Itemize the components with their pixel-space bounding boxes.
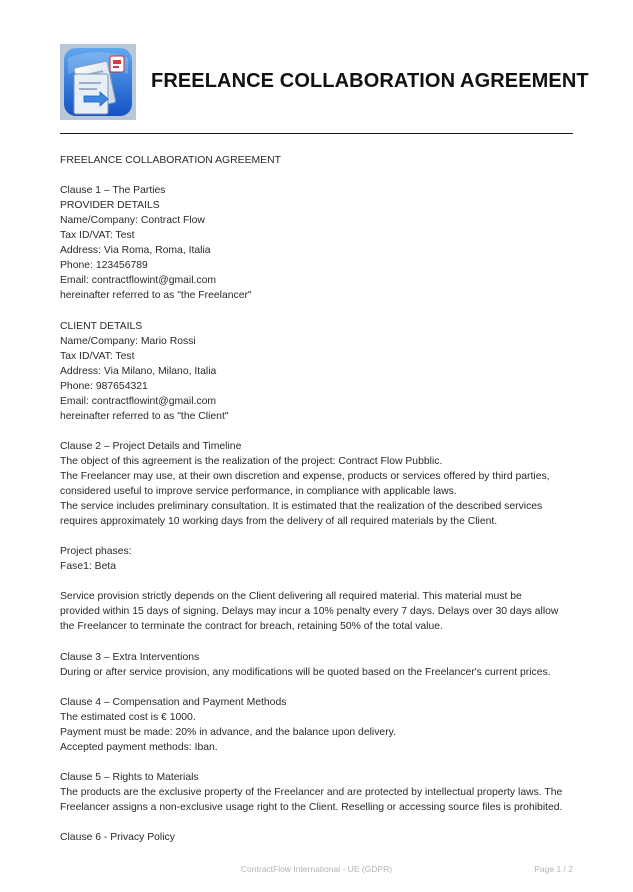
clause-3-title: Clause 3 – Extra Interventions <box>60 651 200 663</box>
clause-2-line: considered useful to improve service performance, in compliance with applicable laws. <box>60 486 457 498</box>
document-title: FREELANCE COLLABORATION AGREEMENT <box>151 70 589 92</box>
clause-4-title: Clause 4 – Compensation and Payment Methods <box>60 696 287 708</box>
clause-1-title: Clause 1 – The Parties <box>60 185 166 197</box>
client-heading: CLIENT DETAILS <box>60 320 143 332</box>
clause-4-line: The estimated cost is € 1000. <box>60 711 196 723</box>
clause-2-line: requires approximately 10 working days from the delivery of all required materials by the Client. <box>60 516 498 528</box>
client-phone: Phone: 987654321 <box>60 380 148 392</box>
clause-5 <box>60 770 576 815</box>
materials-line: the Freelancer to terminate the contract for breach, retaining 50% of the total value. <box>60 621 443 633</box>
project-phases-heading: Project phases: <box>60 546 132 558</box>
materials-line: Service provision strictly depends on the Client delivering all required material. This material must be <box>60 591 522 603</box>
clause-4-line: Payment must be made: 20% in advance, and the balance upon delivery. <box>60 726 396 738</box>
client-reference: hereinafter referred to as "the Client" <box>60 410 229 422</box>
provider-address: Address: Via Roma, Roma, Italia <box>60 245 211 257</box>
clause-3-line: During or after service provision, any modifications will be quoted based on the Freelancer's current prices. <box>60 666 551 678</box>
clause-3 <box>60 650 576 680</box>
clause-2-line: The Freelancer may use, at their own discretion and expense, products or services offered by third parties, <box>60 470 550 482</box>
agreement-heading: FREELANCE COLLABORATION AGREEMENT <box>60 155 281 166</box>
clause-5-line: Freelancer assigns a non-exclusive usage right to the Client. Reselling or accessing source files is prohibited. <box>60 802 563 814</box>
provider-reference: hereinafter referred to as "the Freelancer" <box>60 290 252 302</box>
provider-tax-id: Tax ID/VAT: Test <box>60 230 135 242</box>
provider-name: Name/Company: Contract Flow <box>60 215 205 227</box>
agreement-body <box>60 153 576 845</box>
clause-6 <box>60 830 576 845</box>
footer-page-number: Page 1 / 2 <box>534 864 573 874</box>
provider-email: Email: contractflowint@gmail.com <box>60 275 217 287</box>
provider-phone: Phone: 123456789 <box>60 260 148 272</box>
footer-company: ContractFlow International - UE (GDPR) <box>240 864 393 874</box>
project-phase-item: Fase1: Beta <box>60 561 117 573</box>
clause-4-line: Accepted payment methods: Iban. <box>60 741 218 753</box>
clause-2 <box>60 439 576 635</box>
clause-5-title: Clause 5 – Rights to Materials <box>60 771 199 783</box>
clause-2-line: The service includes preliminary consultation. It is estimated that the realization of the described services <box>60 501 543 513</box>
materials-line: provided within 15 days of signing. Delays may incur a 10% penalty every 7 days. Delays over 30 days allow <box>60 606 559 618</box>
clause-2-line: The object of this agreement is the realization of the project: Contract Flow Pubblic. <box>60 455 443 467</box>
clause-1 <box>60 183 576 424</box>
document-transfer-icon <box>60 44 136 120</box>
client-address: Address: Via Milano, Milano, Italia <box>60 365 217 377</box>
client-email: Email: contractflowint@gmail.com <box>60 395 217 407</box>
clause-4 <box>60 695 576 755</box>
clause-2-title: Clause 2 – Project Details and Timeline <box>60 440 242 452</box>
clause-6-title: Clause 6 - Privacy Policy <box>60 832 175 844</box>
clause-5-line: The products are the exclusive property of the Freelancer and are protected by intellectual property laws. The <box>60 786 563 798</box>
client-name: Name/Company: Mario Rossi <box>60 335 196 347</box>
provider-heading: PROVIDER DETAILS <box>60 200 160 212</box>
header-divider <box>60 133 573 134</box>
client-tax-id: Tax ID/VAT: Test <box>60 350 135 362</box>
